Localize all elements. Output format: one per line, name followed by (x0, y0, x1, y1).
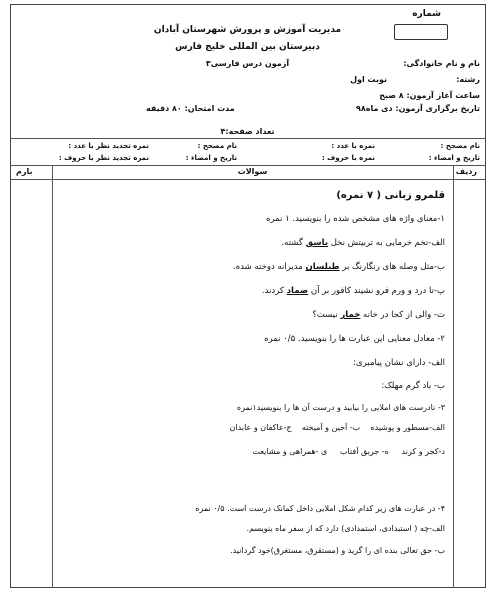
q1-d-target-word: خمار (340, 310, 361, 320)
q3-title: ۳- نادرست های املایی را بیابید و درست آن ها را بنویسید۱نمره (236, 403, 445, 412)
corrector-name-label: نام مصحح : (440, 142, 480, 150)
q1-d-text: ت- والی از کجا در خانه (360, 310, 445, 320)
school-title: دبیرستان بین المللی خلیج فارس (175, 42, 320, 52)
q2-title: ۲- معادل معنایی این عبارت ها را بنویسید. ۰/۵ نمره (264, 334, 445, 344)
exam-title: آزمون درس فارسی۳ (205, 59, 290, 68)
q1-a-text-end: گشته. (281, 238, 306, 248)
q1-b-text-end: مدیرانه دوخته شده. (233, 262, 306, 272)
q1-c-target-word: ضماد (286, 286, 309, 296)
duration-label: مدت امتحان: ۸۰ دقیقه (146, 104, 235, 113)
q1-item-b (233, 262, 445, 272)
session-label: نوبت اول (350, 75, 387, 84)
grading-top-rule (10, 138, 486, 139)
q2-item-b: ب- باد گرم مهلک: (381, 381, 445, 391)
exam-date-label: تاریخ برگزاری آزمون: دی ماه۹۸ (355, 104, 480, 113)
q1-a-target-word: باسق (305, 238, 329, 248)
q2-item-a: الف- دارای نشان پیامبری: (353, 358, 445, 368)
questions-column-header: سوالات (237, 167, 268, 176)
q1-b-target-word: طیلسان (305, 262, 340, 272)
org-title: مدیریت آموزش و پرورش شهرستان آبادان (153, 25, 342, 35)
q1-c-text-end: کردند. (261, 286, 287, 296)
corrector-sign-label: تاریخ و امضاء : (428, 154, 480, 162)
table-top-rule (10, 165, 486, 166)
corrector2-name-label: نام مصحح : (197, 142, 237, 150)
start-time-label: ساعت آغاز آزمون: ۸ صبح (379, 91, 480, 100)
field-label: رشته: (456, 75, 480, 84)
q1-item-d (312, 310, 445, 320)
q1-title: ۱-معنای واژه های مشخص شده را بنویسید. ۱ نمره (265, 214, 445, 224)
score-column-header: بارم (16, 167, 33, 176)
q4-item-b: ب- حق تعالی بنده ای را گزید و (مستقرق، مستغرق)خود گردانید. (230, 546, 445, 555)
row-column-header: ردیف (455, 167, 477, 176)
score-number-label: نمره با عدد : (331, 142, 375, 150)
table-header-rule (10, 179, 486, 180)
corrector2-sign-label: تاریخ و امضاء : (185, 154, 237, 162)
score-column-divider (52, 165, 53, 588)
q1-item-c (262, 286, 445, 296)
row-column-divider (453, 165, 454, 588)
q4-title: ۴- در عبارت های زیر کدام شکل املایی داخل کمانک درست است. ۰/۵ نمره (195, 504, 445, 513)
q3-line-2: د-کجر و کرند ه- جریق آفتاب ی -همراهی و مشایعت (252, 447, 445, 456)
q1-d-text-end: نیست؟ (312, 310, 341, 320)
q3-line-1: الف-مسطور و پوشیده ب- آجین و آمیخته ج-عاکفان و عابدان (229, 423, 445, 432)
q1-a-text: الف-تخم خرمایی به تربیتش نخل (328, 238, 445, 248)
q1-b-text: ب-مثل وصله های رنگارنگ بر (339, 262, 445, 272)
number-label: شماره (412, 9, 441, 19)
review-letters-label: نمره تجدید نظر با حروف : (58, 154, 149, 162)
section-title: قلمرو زبانی ( ۷ نمره) (336, 190, 445, 201)
q1-item-a (281, 238, 445, 248)
page-count: تعداد صفحه:۴ (220, 127, 275, 136)
review-number-label: نمره تجدید نظر با عدد : (68, 142, 149, 150)
student-name-label: نام و نام خانوادگی: (403, 59, 480, 68)
q1-c-text: پ-تا درد و ورم فرو نشیند کافور بر آن (308, 286, 445, 296)
q4-item-a: الف-چه ( استبدادی، استمدادی) دارد که از سفر ماه بنویسم. (246, 524, 445, 533)
score-letters-label: نمره با حروف : (321, 154, 375, 162)
